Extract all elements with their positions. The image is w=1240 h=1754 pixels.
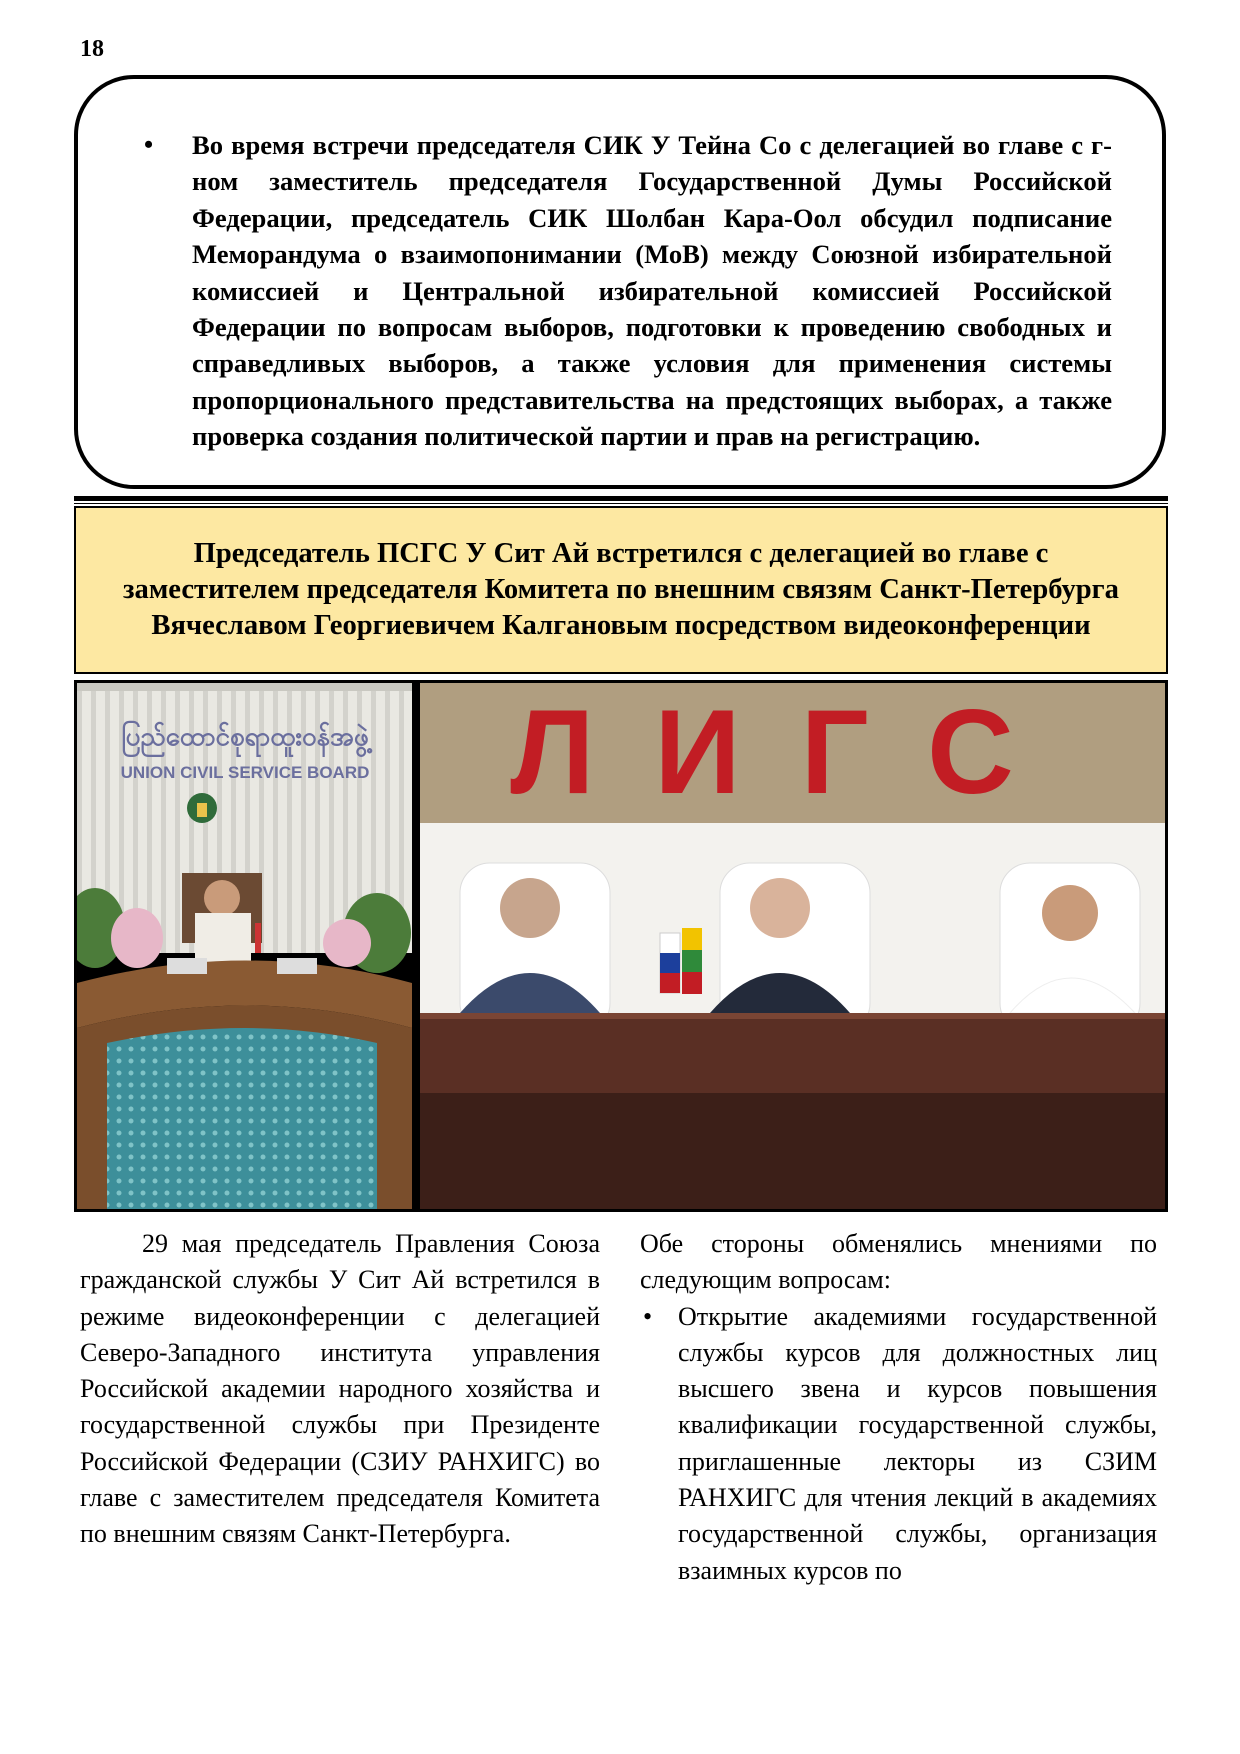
topics-list: [640, 1299, 1157, 1589]
photo-delegation-videoconference: [420, 683, 1165, 1209]
headline-box: [74, 506, 1168, 674]
divider-thick: [74, 496, 1168, 501]
highlight-bullet: • Во время встречи председателя СИК У Тейна Со с делегацией во главе с г-ном заместитель председателя Государственной Думы Российской Федерации, председатель СИК Шолбан Кара-Оол обсудил подписание Меморандума о взаимопонимании (МоВ) между Союзной избирательной комиссией и Центральной избирательной комиссией Российской Федерации по вопросам выборов, подготовки к проведению свободных и справедливых выборов, а также условия для применения системы пропорционального представительства на предстоящих выборах, а также проверка создания политической партии и прав на регистрацию.: [138, 127, 1112, 455]
highlight-list: [138, 127, 1112, 455]
chairman-photo-illustration: [77, 683, 412, 1209]
article-left-column: [80, 1226, 600, 1553]
article-headline: Председатель ПСГС У Сит Ай встретился с делегацией во главе с заместителем председателя Комитета по внешним связям Санкт-Петербурга Вячеславом Георгиевичем Калгановым посредством видеоконференции: [123, 538, 1119, 641]
article-right-column: [640, 1226, 1157, 1589]
sign-english-text: UNION CIVIL SERVICE BOARD: [120, 763, 370, 782]
banner-letters: ЛИГС: [510, 685, 1074, 819]
photo-chairman-conference-room: [77, 683, 412, 1209]
article-right-intro: Обе стороны обменялись мнениями по следующим вопросам:: [640, 1229, 1157, 1295]
page-number: 18: [80, 36, 104, 62]
topic-bullet: • Открытие академиями государственной службы курсов для должностных лиц высшего звена и курсов повышения квалификации государственной службы, приглашенные лекторы из СЗИМ РАНХИГС для чтения лекций в академиях государственной службы, организация взаимных курсов по: [640, 1299, 1157, 1589]
sign-myanmar-text: ပြည်ထောင်စုရာထူးဝန်အဖွဲ့: [121, 722, 369, 752]
article-paragraph: 29 мая председатель Правления Союза гражданской службы У Сит Ай встретился в режиме видеоконференции с делегацией Северо-Западного института управления Российской академии народного хозяйства и государственной службы при Президенте Российской Федерации (СЗИУ РАНХИГС) во главе с заместителем председателя Комитета по внешним связям Санкт-Петербурга.: [80, 1229, 600, 1549]
photo-frame: [74, 680, 1168, 1212]
highlight-box: [74, 75, 1166, 489]
divider-thin: [74, 503, 1168, 504]
delegation-photo-illustration: [420, 683, 1165, 1209]
